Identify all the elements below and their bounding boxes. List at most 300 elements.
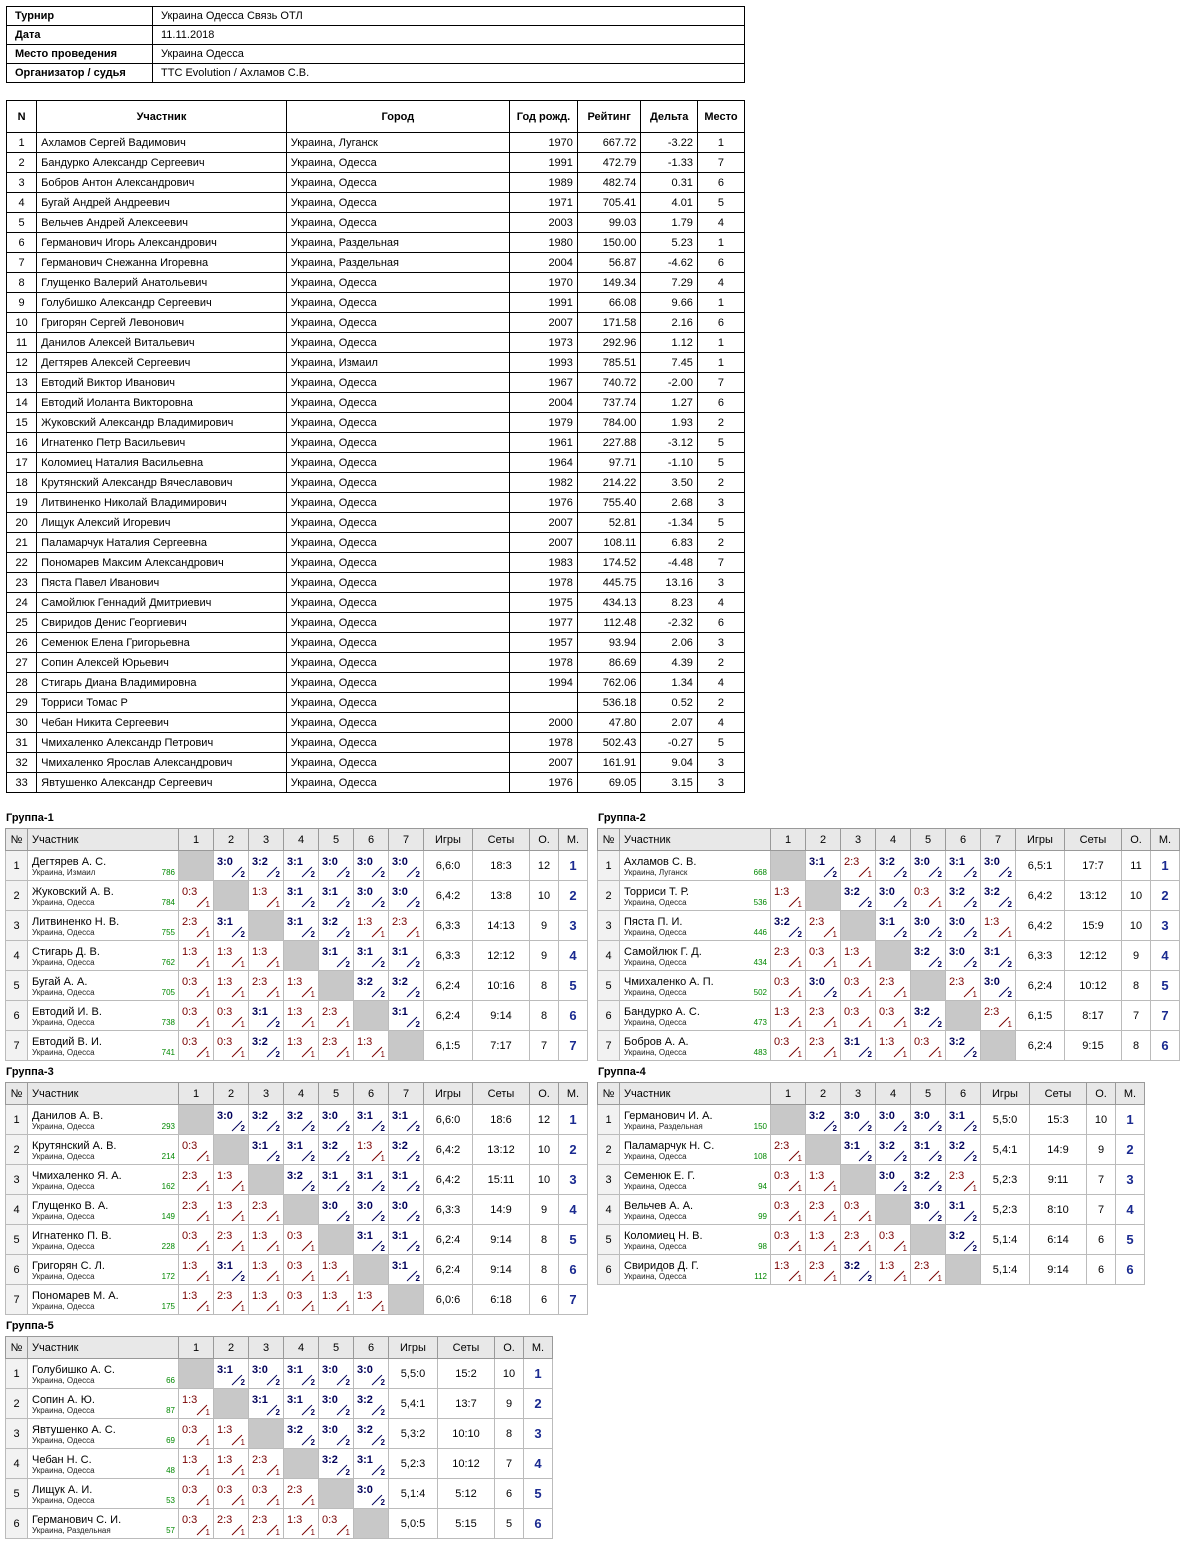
match-points: 2 [902,900,907,909]
participant-delta: 9.04 [641,753,698,773]
group-player-city: Украина, Одесса [32,1272,95,1281]
group-player-rating: 149 [161,1212,175,1221]
group-match-result [179,1285,214,1315]
participant-row [7,333,745,353]
participant-city: Украина, Измаил [286,353,509,373]
match-score: 2:3 [217,1290,233,1302]
group-player-number: 6 [6,1255,28,1285]
participant-birth-year: 2000 [510,713,578,733]
participant-place: 7 [697,153,744,173]
match-score: 3:1 [949,1200,965,1212]
group-player-points: 10 [530,1135,559,1165]
match-points: 1 [797,960,802,969]
match-score: 3:2 [984,886,1000,898]
match-score: 0:3 [774,976,790,988]
match-result-cell [179,941,213,970]
group-player-place: 6 [559,1255,588,1285]
participant-row [7,353,745,373]
group-player-sets: 15:11 [473,1165,530,1195]
participant-rating: 97.71 [577,453,640,473]
group-player-games: 6,4:2 [424,1165,473,1195]
match-points: 2 [937,870,942,879]
group-match-result [841,1135,876,1165]
participant-number: 16 [7,433,37,453]
group-header-sets: Сеты [473,1083,530,1105]
match-score: 3:0 [914,916,930,928]
match-result-cell [179,1419,213,1448]
group-player-games: 6,2:4 [1016,1031,1065,1061]
participant-number: 24 [7,593,37,613]
group-match-result [249,1449,284,1479]
group-player-games: 6,4:2 [424,1135,473,1165]
participant-city: Украина, Одесса [286,173,509,193]
group-header-opponent: 5 [911,829,946,851]
participant-number: 18 [7,473,37,493]
match-score: 1:3 [984,916,1000,928]
match-result-cell [876,1165,910,1194]
participant-number: 32 [7,753,37,773]
match-result-cell [389,1225,423,1254]
match-points: 1 [205,1468,210,1477]
group-match-result [284,1105,319,1135]
match-result-cell [354,1479,388,1508]
match-result-cell [179,1285,213,1314]
group-player-place: 2 [1116,1135,1145,1165]
info-key: Дата [7,26,153,45]
group-player-points: 9 [1122,941,1151,971]
group-match-result [214,1031,249,1061]
match-score: 3:1 [392,946,408,958]
match-score: 3:2 [392,976,408,988]
match-score: 3:0 [984,856,1000,868]
group-player-sets: 5:15 [438,1509,495,1539]
participant-city: Украина, Одесса [286,473,509,493]
match-score: 0:3 [182,1424,198,1436]
match-score: 1:3 [322,1260,338,1272]
match-score: 3:0 [914,856,930,868]
match-result-cell [911,941,945,970]
group-player-sets: 12:12 [1065,941,1122,971]
group-match-result [284,1389,319,1419]
match-score: 0:3 [844,976,860,988]
group-player-name: Вельчев А. А. [624,1200,694,1212]
match-score: 3:2 [252,856,268,868]
participant-city: Украина, Одесса [286,533,509,553]
match-result-cell [284,911,318,940]
match-result-cell [354,1165,388,1194]
group-player-number: 3 [6,1419,28,1449]
match-score: 2:3 [252,976,268,988]
participant-birth-year: 2007 [510,533,578,553]
group-header-sets: Сеты [473,829,530,851]
match-points: 1 [797,1274,802,1283]
group-match-blank [319,1225,354,1255]
group-player-city: Украина, Одесса [32,928,95,937]
match-score: 1:3 [182,946,198,958]
participant-rating: 667.72 [577,133,640,153]
match-points: 1 [205,960,210,969]
participant-delta: 1.79 [641,213,698,233]
participant-delta: 2.16 [641,313,698,333]
match-result-cell [179,1001,213,1030]
participant-birth-year: 1993 [510,353,578,373]
group-match-result [249,1135,284,1165]
group-match-result [319,1419,354,1449]
match-points: 2 [240,1124,245,1133]
group-player-city: Украина, Одесса [624,1048,687,1057]
match-result-cell [806,911,840,940]
group-match-blank [214,881,249,911]
group-match-result [876,881,911,911]
match-points: 1 [205,1274,210,1283]
group-match-result [946,1135,981,1165]
group-match-result [179,941,214,971]
participant-name: Торриси Томас Р [37,693,287,713]
match-result-cell [841,1195,875,1224]
group-match-result [911,941,946,971]
match-points: 2 [415,1154,420,1163]
group-player-points: 12 [530,851,559,881]
group-player-rating: 502 [753,988,767,997]
group-player-row [6,911,588,941]
match-score: 3:2 [392,1140,408,1152]
group-match-result [389,1135,424,1165]
match-result-cell [806,1105,840,1134]
match-points: 2 [902,930,907,939]
group-player-name: Чмихаленко Я. А. [32,1170,122,1182]
match-result-cell [179,1509,213,1538]
group-match-result [179,1031,214,1061]
group-player-name: Сопин А. Ю. [32,1394,95,1406]
group-header-opponent: 1 [771,1083,806,1105]
group-header-points: О. [530,1083,559,1105]
match-score: 3:1 [287,1140,303,1152]
participant-city: Украина, Одесса [286,453,509,473]
group-player-points: 8 [530,1255,559,1285]
match-score: 1:3 [809,1170,825,1182]
group-match-result [946,881,981,911]
participant-name: Голубишко Александр Сергеевич [37,293,287,313]
group-header-opponent: 3 [249,1337,284,1359]
group-match-result [319,1389,354,1419]
group-player-number: 5 [598,1225,620,1255]
group-match-result [354,1135,389,1165]
match-score: 1:3 [357,1290,373,1302]
group-header-opponent: 2 [214,1083,249,1105]
group-player-sets: 8:10 [1030,1195,1087,1225]
match-score: 1:3 [252,946,268,958]
match-score: 3:2 [252,1036,268,1048]
match-score: 1:3 [809,1230,825,1242]
group-player-number: 4 [6,1449,28,1479]
group-match-result [319,911,354,941]
match-score: 3:2 [252,1110,268,1122]
match-points: 2 [867,900,872,909]
participant-row [7,153,745,173]
group-match-result [981,881,1016,911]
group-player-row [6,971,588,1001]
match-points: 1 [275,990,280,999]
match-result-cell [981,941,1015,970]
match-result-cell [214,1285,248,1314]
group-match-result [284,1479,319,1509]
group-player-cell [620,941,771,971]
group-match-result [284,851,319,881]
match-score: 3:0 [357,856,373,868]
match-result-cell [806,851,840,880]
group-match-result [876,1165,911,1195]
group-player-games: 5,2:3 [981,1165,1030,1195]
group-player-row [6,1225,588,1255]
match-score: 0:3 [182,1484,198,1496]
group-player-place: 6 [559,1001,588,1031]
match-result-cell [389,941,423,970]
match-result-cell [284,1479,318,1508]
participant-birth-year: 2004 [510,253,578,273]
group-player-rating: 112 [754,1272,767,1281]
participant-rating: 86.69 [577,653,640,673]
match-result-cell [946,1195,980,1224]
group-match-blank [249,1419,284,1449]
match-score: 3:2 [287,1170,303,1182]
match-points: 1 [205,1528,210,1537]
match-points: 1 [275,1304,280,1313]
match-points: 2 [972,1244,977,1253]
participant-name: Явтушенко Александр Сергеевич [37,773,287,793]
match-result-cell [876,1225,910,1254]
group-match-blank [981,1031,1016,1061]
participant-delta: 1.27 [641,393,698,413]
participant-delta: -1.33 [641,153,698,173]
participant-name: Дегтярев Алексей Сергеевич [37,353,287,373]
participant-place: 4 [697,713,744,733]
group-player-rating: 784 [161,898,175,907]
group-match-blank [389,1285,424,1315]
match-result-cell [319,1165,353,1194]
match-result-cell [319,851,353,880]
match-score: 2:3 [984,1006,1000,1018]
group-title: Группа-5 [6,1320,54,1332]
group-player-place: 5 [559,1225,588,1255]
group-player-place: 1 [559,1105,588,1135]
group-player-number: 2 [6,1135,28,1165]
participant-row [7,233,745,253]
group-player-name: Литвиненко Н. В. [32,916,120,928]
match-points: 2 [797,930,802,939]
group-match-result [911,1001,946,1031]
group-player-games: 6,1:5 [1016,1001,1065,1031]
match-score: 3:0 [914,1110,930,1122]
group-match-result [354,1031,389,1061]
match-points: 2 [310,1154,315,1163]
participant-city: Украина, Одесса [286,613,509,633]
group-player-sets: 14:9 [1030,1135,1087,1165]
match-score: 1:3 [357,1140,373,1152]
group-player-number: 7 [6,1031,28,1061]
group-player-cell [28,1001,179,1031]
group-header-opponent: 2 [806,829,841,851]
group-player-sets: 9:15 [1065,1031,1122,1061]
participant-rating: 740.72 [577,373,640,393]
group-player-sets: 14:9 [473,1195,530,1225]
group-player-cell [28,1135,179,1165]
group-match-result [354,941,389,971]
match-result-cell [876,971,910,1000]
group-player-name: Евтодий И. В. [32,1006,102,1018]
group-match-blank [284,1449,319,1479]
participant-rating: 434.13 [577,593,640,613]
participant-rating: 227.88 [577,433,640,453]
group-match-result [389,971,424,1001]
group-match-result [981,971,1016,1001]
group-player-place: 3 [1116,1165,1145,1195]
group-player-row [6,1105,588,1135]
participants-table [6,100,745,793]
match-result-cell [946,1135,980,1164]
participant-place: 2 [697,653,744,673]
participant-delta: 6.83 [641,533,698,553]
group-match-result [354,1419,389,1449]
participant-rating: 445.75 [577,573,640,593]
group-player-rating: 53 [166,1496,175,1505]
group-match-result [214,911,249,941]
match-points: 2 [345,1184,350,1193]
group-player-rating: 293 [161,1122,175,1131]
match-score: 3:1 [287,1394,303,1406]
group-player-name: Германович И. А. [624,1110,713,1122]
participant-row [7,453,745,473]
participant-place: 5 [697,513,744,533]
match-result-cell [841,971,875,1000]
group-player-city: Украина, Одесса [32,898,95,907]
group-match-result [981,1001,1016,1031]
match-score: 2:3 [949,976,965,988]
match-score: 3:0 [984,976,1000,988]
match-points: 2 [275,1124,280,1133]
participant-place: 1 [697,133,744,153]
group-player-sets: 10:16 [473,971,530,1001]
group-player-games: 5,5:0 [981,1105,1030,1135]
match-points: 2 [415,990,420,999]
group-player-number: 3 [6,1165,28,1195]
group-player-rating: 87 [166,1406,175,1415]
group-header-number: № [6,829,28,851]
group-player-games: 5,3:2 [389,1419,438,1449]
group-match-result [319,1195,354,1225]
group-match-result [214,941,249,971]
participant-place: 3 [697,753,744,773]
match-points: 1 [310,1498,315,1507]
group-header-player: Участник [620,1083,771,1105]
match-result-cell [249,1509,283,1538]
info-row [7,7,745,26]
participant-delta: -3.22 [641,133,698,153]
match-result-cell [841,1135,875,1164]
match-result-cell [389,1195,423,1224]
match-points: 2 [275,1154,280,1163]
group-player-number: 7 [6,1285,28,1315]
participant-name: Семенюк Елена Григорьевна [37,633,287,653]
match-score: 3:0 [322,1424,338,1436]
group-match-result [876,971,911,1001]
group-player-points: 8 [1122,971,1151,1001]
participant-number: 21 [7,533,37,553]
participant-delta: 8.23 [641,593,698,613]
match-score: 2:3 [182,1200,198,1212]
group-player-row [598,1225,1145,1255]
participant-place: 5 [697,733,744,753]
match-score: 0:3 [774,1170,790,1182]
group-match-result [249,851,284,881]
group-player-games: 6,5:1 [1016,851,1065,881]
group-player-number: 6 [598,1001,620,1031]
group-player-city: Украина, Одесса [624,1242,687,1251]
group-player-points: 12 [530,1105,559,1135]
match-points: 1 [275,1498,280,1507]
match-points: 1 [380,1050,385,1059]
match-score: 3:1 [287,856,303,868]
info-value: 11.11.2018 [153,26,745,45]
participants-header: Дельта [641,101,698,133]
group-match-result [911,911,946,941]
match-score: 3:1 [809,856,825,868]
group-header-row [6,829,588,851]
match-result-cell [911,1135,945,1164]
group-match-result [876,1031,911,1061]
group-header-place: М. [559,829,588,851]
group-match-blank [214,1135,249,1165]
participant-place: 2 [697,533,744,553]
group-player-number: 5 [6,971,28,1001]
match-score: 3:0 [879,1110,895,1122]
match-score: 3:0 [357,1364,373,1376]
match-score: 3:2 [322,1140,338,1152]
match-result-cell [771,911,805,940]
group-player-number: 3 [598,911,620,941]
group-header-opponent: 6 [946,1083,981,1105]
participant-name: Данилов Алексей Витальевич [37,333,287,353]
match-result-cell [319,881,353,910]
group-player-row [6,1255,588,1285]
match-points: 2 [380,1124,385,1133]
group-match-blank [389,1031,424,1061]
group-player-cell [28,1165,179,1195]
match-points: 2 [345,930,350,939]
match-points: 2 [415,870,420,879]
match-points: 1 [902,1050,907,1059]
group-match-result [806,1165,841,1195]
match-score: 3:1 [252,1006,268,1018]
participant-delta: -4.62 [641,253,698,273]
match-points: 2 [380,1498,385,1507]
match-points: 2 [1007,870,1012,879]
group-table [5,828,588,1061]
match-score: 1:3 [182,1394,198,1406]
match-points: 2 [832,990,837,999]
match-result-cell [354,1389,388,1418]
group-match-result [981,941,1016,971]
participant-birth-year: 1982 [510,473,578,493]
group-match-result [806,1031,841,1061]
participant-name: Самойлюк Геннадий Дмитриевич [37,593,287,613]
match-points: 1 [205,1304,210,1313]
group-player-number: 1 [6,851,28,881]
match-score: 1:3 [252,1290,268,1302]
participant-place: 4 [697,673,744,693]
group-match-result [981,851,1016,881]
participant-number: 27 [7,653,37,673]
match-result-cell [946,1225,980,1254]
